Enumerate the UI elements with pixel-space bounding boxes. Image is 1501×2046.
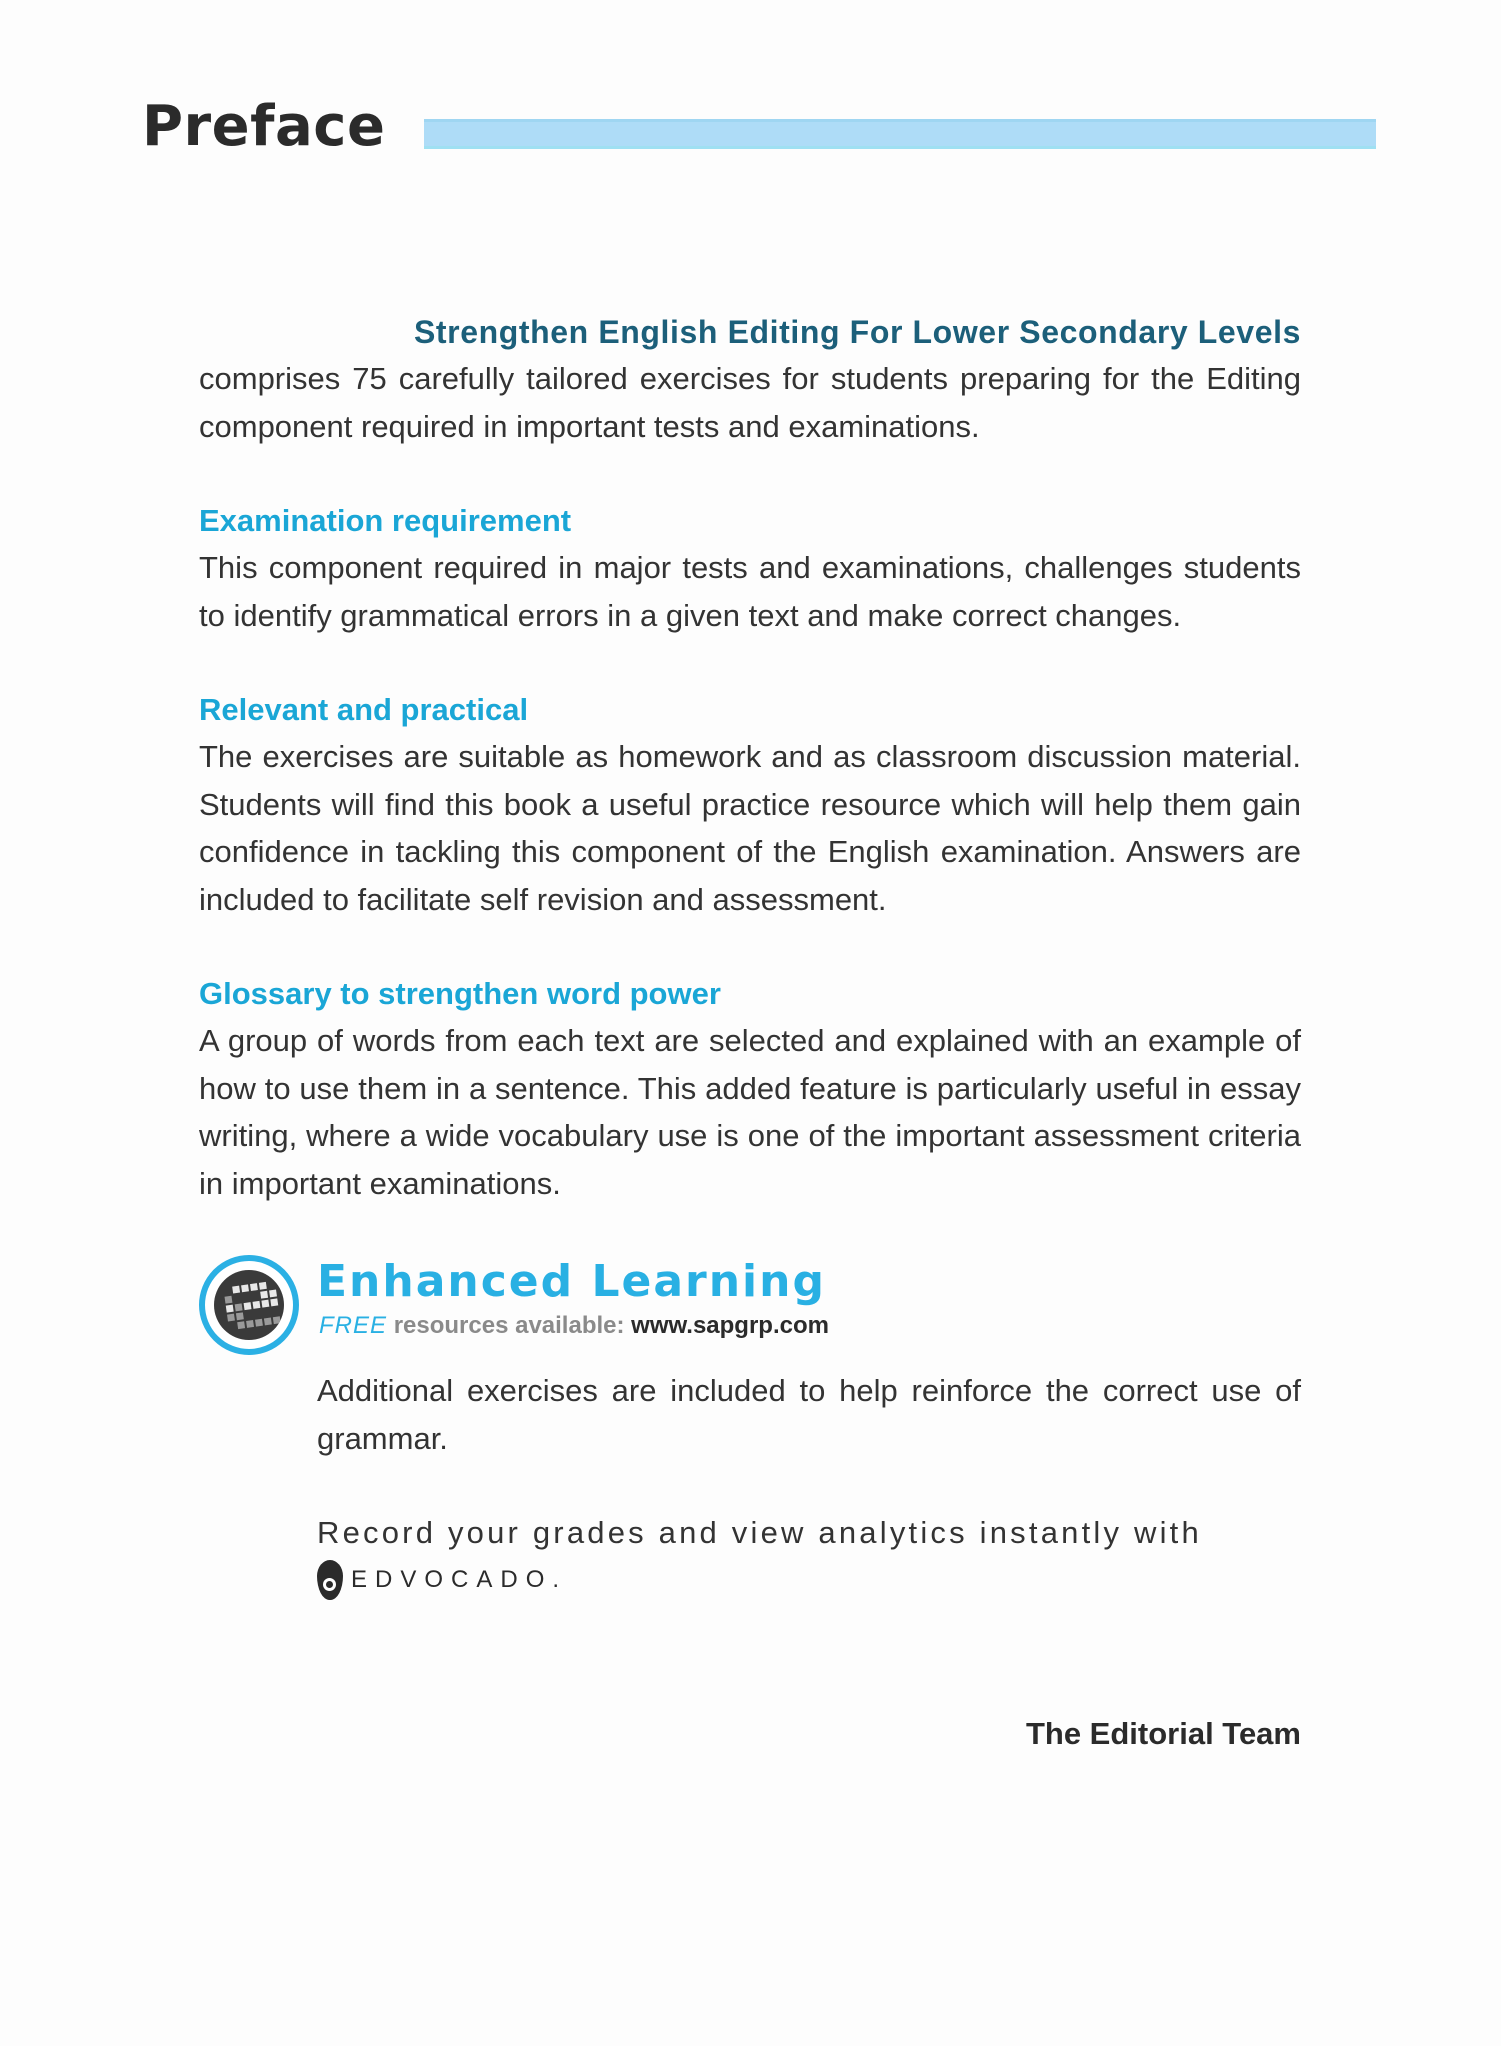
enhanced-learning-banner <box>199 1255 1301 1355</box>
preface-content <box>199 309 1301 1757</box>
intro-text: comprises 75 carefully tailored exercises for students preparing for the Editing component required in important tests and examinations. <box>199 361 1301 444</box>
section-examination-requirement <box>199 497 1301 639</box>
enhanced-learning-subtitle <box>319 1310 829 1342</box>
page-title: Preface <box>142 94 386 159</box>
avocado-icon <box>317 1560 343 1600</box>
section-text: The exercises are suitable as homework and as classroom discussion material. Students will find this book a useful practice resource which will help them gain confidence in tackling this component of the English examination. Answers are included to facilitate self revision and assessment. <box>199 739 1301 917</box>
resources-label: resources available: <box>393 1312 625 1339</box>
record-grades-text: Record your grades and view analytics instantly with <box>317 1515 1202 1550</box>
intro <box>199 309 1301 450</box>
book-title: Strengthen English Editing For Lower Secondary Levels <box>413 314 1301 350</box>
edvocado-brand <box>317 1557 1301 1604</box>
additional-exercises-text: Additional exercises are included to help reinforce the correct use of grammar. <box>317 1373 1301 1456</box>
section-heading: Examination requirement <box>199 503 572 538</box>
section-text: A group of words from each text are selected and explained with an example of how to use them in a sentence. This added feature is particularly useful in essay writing, where a wide vocabulary use is one of the important assessment criteria in important examinations. <box>199 1023 1301 1201</box>
section-glossary <box>199 970 1301 1207</box>
title-accent-bar <box>424 119 1376 149</box>
free-label: FREE <box>319 1312 388 1339</box>
enhanced-learning-logo-icon <box>199 1255 299 1355</box>
enhanced-learning-text <box>317 1367 1301 1604</box>
enhanced-learning-title: Enhanced Learning <box>317 1256 826 1307</box>
section-text: This component required in major tests and examinations, challenges students to identify grammatical errors in a given text and make correct changes. <box>199 550 1301 633</box>
section-heading: Glossary to strengthen word power <box>199 976 721 1011</box>
edvocado-wordmark: EDVOCADO. <box>351 1566 568 1593</box>
section-heading: Relevant and practical <box>199 692 529 727</box>
signature: The Editorial Team <box>1025 1715 1301 1751</box>
resources-url-link[interactable]: www.sapgrp.com <box>631 1312 829 1339</box>
section-relevant-and-practical <box>199 686 1301 923</box>
